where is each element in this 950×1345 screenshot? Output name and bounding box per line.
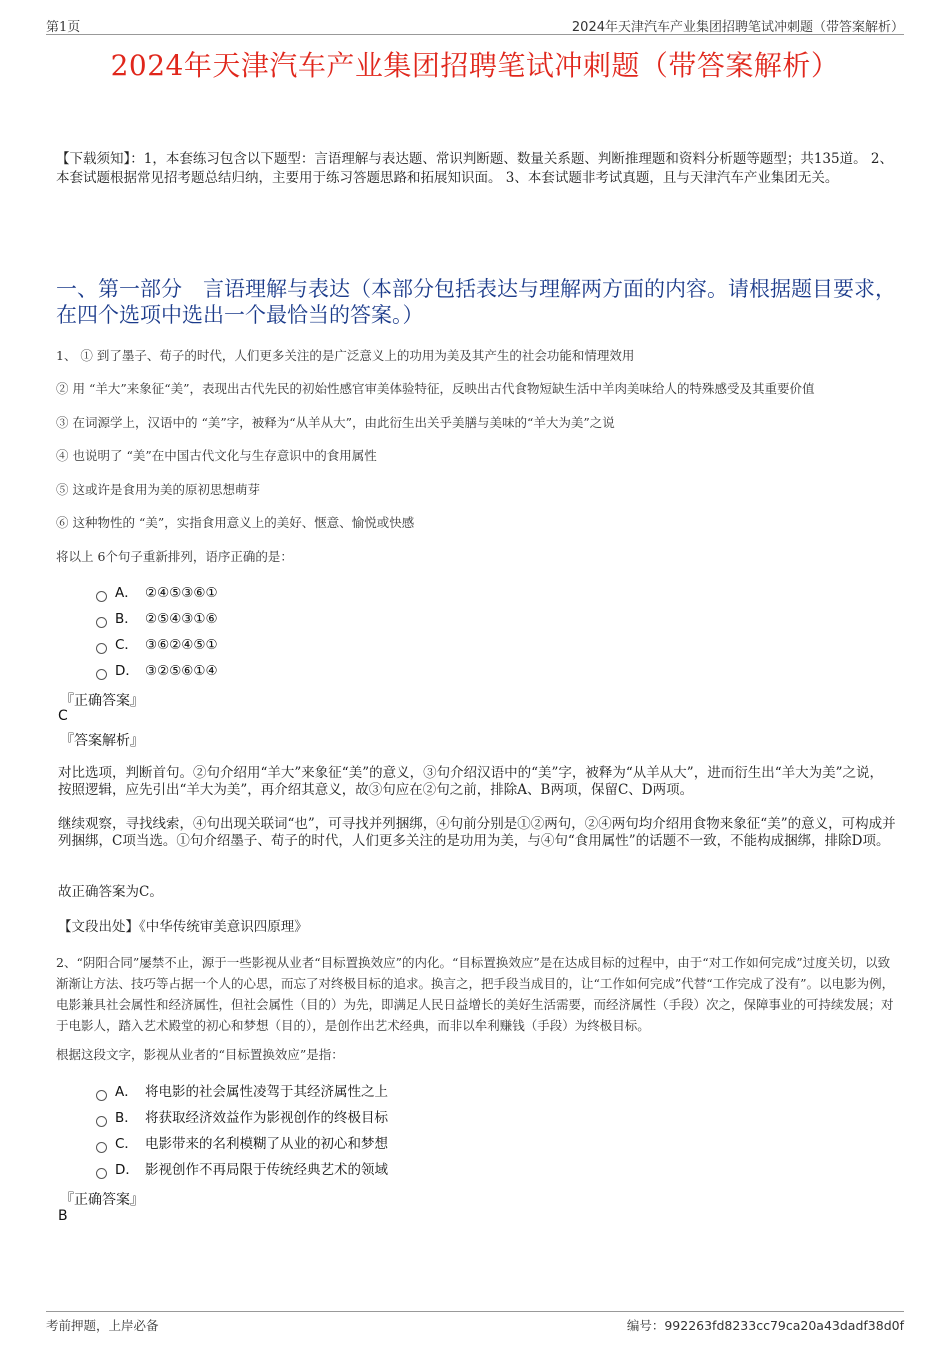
- option-letter: D．: [115, 663, 139, 679]
- q1-answer-label: 『正确答案』: [60, 693, 144, 709]
- serial-number: 992263fd8233cc79ca20a43dadf38d0f: [664, 1318, 904, 1333]
- download-notice: 【下载须知】：1，本套练习包含以下题型：言语理解与表达题、常识判断题、数量关系题、判断推理题和资料分析题等题型；共135道。 2、本套试题根据常见招考题总结归纳，主要用于练习答题思路和拓展知识面。 3、本套试题非考试真题，且与天津汽车产业集团无关。: [56, 151, 893, 186]
- option-text: 将电影的社会属性凌驾于其经济属性之上: [145, 1084, 388, 1100]
- serial-label: 编号：: [626, 1318, 665, 1333]
- q1-analysis-paragraph-3: 故正确答案为C。: [58, 884, 163, 900]
- option-letter: B．: [115, 1110, 138, 1126]
- q1-sentence-1: 1、 ① 到了墨子、荀子的时代，人们更多关注的是广泛意义上的功用为美及其产生的社会功能和情理效用: [56, 348, 635, 363]
- q1-prompt: 将以上 6个句子重新排列，语序正确的是：: [56, 549, 293, 564]
- option-letter: C．: [115, 1136, 138, 1152]
- q1-option-c[interactable]: [96, 635, 218, 655]
- footer-slogan: 考前押题，上岸必备: [46, 1318, 159, 1333]
- radio-icon[interactable]: [96, 1116, 107, 1127]
- q2-answer: B: [58, 1208, 68, 1224]
- radio-icon[interactable]: [96, 591, 107, 602]
- option-letter: D．: [115, 1162, 139, 1178]
- q1-sentence-2: ② 用 “羊大”来象征“美”，表现出古代先民的初始性感官审美体验特征，反映出古代食物短缺生活中羊肉美味给人的特殊感受及其重要价值: [56, 381, 815, 396]
- q2-option-b[interactable]: [96, 1108, 388, 1128]
- option-letter: C．: [115, 637, 138, 653]
- option-text: ③②⑤⑥①④: [145, 663, 218, 679]
- q1-analysis-paragraph-2: 继续观察，寻找线索，④句出现关联词“也”，可寻找并列捆绑，④句前分别是①②两句，②④两句均介绍用食物来象征“美”的意义，可构成并列捆绑，C项当选。①句介绍墨子、荀子的时代，人们更多关注的是功用为美，与④句“食用属性”的话题不一致，不能构成捆绑，排除D项。: [58, 816, 896, 849]
- q2-option-c[interactable]: [96, 1134, 388, 1154]
- q1-option-b[interactable]: [96, 609, 218, 629]
- option-text: ②⑤④③①⑥: [145, 611, 218, 627]
- q2-option-d[interactable]: [96, 1160, 388, 1180]
- q1-sentence-5: ⑤ 这或许是食用为美的原初思想萌芽: [56, 482, 260, 497]
- option-text: ②④⑤③⑥①: [145, 585, 218, 601]
- radio-icon[interactable]: [96, 669, 107, 680]
- q1-analysis-paragraph-1: 对比选项，判断首句。②句介绍用“羊大”来象征“美”的意义，③句介绍汉语中的“美”字，被释为“从羊从大”，进而衍生出“羊大为美”之说，按照逻辑，应先引出“羊大为美”，再介绍其意义，故③句应在②句之前，排除A、B两项，保留C、D两项。: [58, 765, 884, 798]
- q1-option-a[interactable]: [96, 583, 218, 603]
- radio-icon[interactable]: [96, 617, 107, 628]
- page-header: [46, 14, 904, 35]
- header-doc-title: 2024年天津汽车产业集团招聘笔试冲刺题（带答案解析）: [571, 20, 904, 35]
- document-title: 2024年天津汽车产业集团招聘笔试冲刺题（带答案解析）: [110, 49, 840, 82]
- q1-answer: C: [58, 708, 68, 724]
- footer-serial: [627, 1316, 904, 1334]
- page-number: 第1页: [46, 20, 81, 35]
- option-text: ③⑥②④⑤①: [145, 637, 218, 653]
- option-letter: B．: [115, 611, 138, 627]
- radio-icon[interactable]: [96, 1142, 107, 1153]
- option-text: 将获取经济效益作为影视创作的终极目标: [145, 1110, 388, 1126]
- q2-prompt: 根据这段文字，影视从业者的“目标置换效应”是指：: [56, 1047, 344, 1062]
- q2-stem: 2、“阴阳合同”屡禁不止，源于一些影视从业者“目标置换效应”的内化。“目标置换效应”是在达成目标的过程中，由于“对工作如何完成”过度关切，以致渐渐让方法、技巧等占据一个人的心思，而忘了对终极目标的追求。换言之，把手段当成目的，让“工作如何完成”代替“工作完成了没有”。以电影为例，电影兼具社会属性和经济属性，但社会属性（目的）为先，即满足人民日益增长的美好生活需要，而经济属性（手段）次之，保障事业的可持续发展；对于电影人，踏入艺术殿堂的初心和梦想（目的），是创作出艺术经典，而非以牟利赚钱（手段）为终极目标。: [56, 955, 895, 1033]
- section-heading: 一、第一部分 言语理解与表达（本部分包括表达与理解两方面的内容。请根据题目要求，在四个选项中选出一个最恰当的答案。）: [56, 277, 896, 327]
- radio-icon[interactable]: [96, 1090, 107, 1101]
- radio-icon[interactable]: [96, 1168, 107, 1179]
- option-text: 电影带来的名利模糊了从业的初心和梦想: [145, 1136, 388, 1152]
- option-letter: A．: [115, 1084, 138, 1100]
- q2-answer-label: 『正确答案』: [60, 1192, 144, 1208]
- q1-source: 【文段出处】《中华传统审美意识四原理》: [58, 919, 308, 935]
- option-text: 影视创作不再局限于传统经典艺术的领域: [145, 1162, 388, 1178]
- q1-sentence-3: ③ 在词源学上，汉语中的 “美”字，被释为“从羊从大”，由此衍生出关乎美膳与美味的“羊大为美”之说: [56, 415, 615, 430]
- radio-icon[interactable]: [96, 643, 107, 654]
- q1-sentence-4: ④ 也说明了 “美”在中国古代文化与生存意识中的食用属性: [56, 448, 377, 463]
- option-letter: A．: [115, 585, 138, 601]
- q2-option-a[interactable]: [96, 1082, 388, 1102]
- q1-sentence-6: ⑥ 这种物性的 “美”，实指食用意义上的美好、惬意、愉悦或快感: [56, 515, 415, 530]
- q1-option-d[interactable]: [96, 661, 218, 681]
- page-footer: [46, 1311, 904, 1334]
- q1-analysis-label: 『答案解析』: [60, 733, 144, 749]
